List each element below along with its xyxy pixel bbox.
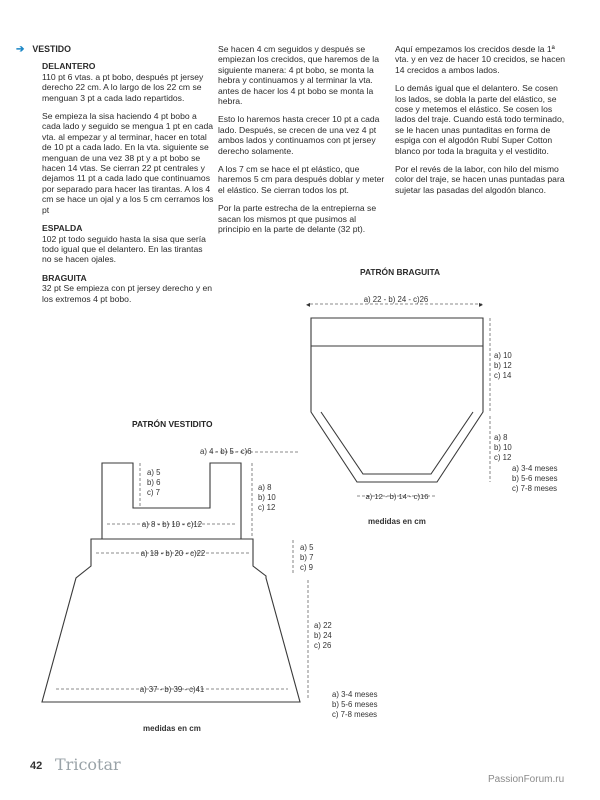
vestido-neck-width: a) 8 - b) 10 - c)12 <box>141 520 203 529</box>
leg-border <box>321 412 473 474</box>
vestido-strap-height-c: c) 7 <box>147 488 160 497</box>
braguita-size-a: a) 3-4 meses <box>512 464 558 473</box>
vestido-size-a: a) 3-4 meses <box>332 690 378 699</box>
vestido-skirt-b: b) 24 <box>314 631 332 640</box>
col3-text-1: Aquí empezamos los crecidos desde la 1ª vta. y en vez de hacer 10 crecidos, se hacen 14 crecidos a ambos lados. <box>395 44 566 75</box>
espalda-heading: ESPALDA <box>42 223 83 234</box>
vestido-strap-height-a: a) 5 <box>147 468 161 477</box>
vestido-size-b: b) 5-6 meses <box>332 700 378 709</box>
arrow-right-icon: ▸ <box>479 300 483 309</box>
vestido-bib-height-b: b) 10 <box>258 493 276 502</box>
section-title: ➔ VESTIDO <box>16 44 72 55</box>
braguita-units: medidas en cm <box>368 517 426 526</box>
col2-text-2: Esto lo haremos hasta crecer 10 pt a cada lado. Después, se crecen de una vez 4 pt ambos lados y continuamos con pt jersey derecho solamente. <box>218 114 380 156</box>
braguita-upper-a: a) 10 <box>494 351 512 360</box>
brand-logo: Tricotar <box>55 755 121 774</box>
vestido-bib-height-c: c) 12 <box>258 503 276 512</box>
vestido-strap-height-b: b) 6 <box>147 478 161 487</box>
col3-text-2: Lo demás igual que el delantero. Se cosen los lados, se dobla la parte del elástico, se cose y metemos el elástico. Se cosen los lados del traje. Cuando está todo terminado, se le hacen unas puntaditas en forma de espiga con el algodón Rubí Super Cotton blanco por toda la braguita y el vestidito. <box>395 83 565 156</box>
vestido-hem-width: a) 37 - b) 39 - c)41 <box>139 685 205 694</box>
braguita-lower-a: a) 8 <box>494 433 508 442</box>
col3-text-3: Por el revés de la labor, con hilo del mismo color del traje, se hacen unas puntadas para sujetar las pasadas del algodón blanco. <box>395 164 565 195</box>
vestido-bib-height-a: a) 8 <box>258 483 272 492</box>
braguita-lower-b: b) 10 <box>494 443 512 452</box>
vestido-skirt-c: c) 26 <box>314 641 332 650</box>
delantero-text-2: Se empieza la sisa haciendo 4 pt bobo a cada lado y seguido se mengua 1 pt en cada vta. al empezar y al terminar, hacer en total de 10 pt a cada lado. En la vta. siguiente se menguan de una vez 38 pt y a pt bobo se hacen 14 vtas. Se cierran 22 pt centrales y dejamos 11 pt a cada lado que continuamos por separado para hacer las tirantas. A los 4 cm se hace un ojal y a los 5 cm cerramos los pt <box>42 111 214 215</box>
col2-text-4: Por la parte estrecha de la entrepierna se sacan los mismos pt que pusimos al principio en la parte de delante (32 pt). <box>218 203 377 235</box>
braguita-text: 32 pt Se empieza con pt jersey derecho y en los extremos 4 pt bobo. <box>42 283 213 304</box>
delantero-text-1: 110 pt 6 vtas. a pt bobo, después pt jersey derecho 22 cm. A lo largo de los 22 cm se menguan 3 pt a cada lado repartidos. <box>42 71 204 103</box>
braguita-heading: BRAGUITA <box>42 272 87 283</box>
arrow-left-icon: ◂ <box>306 300 310 309</box>
espalda-text: 102 pt todo seguido hasta la sisa que sería todo igual que el delantero. En las tirantas no se hacen ojales. <box>42 233 206 265</box>
braguita-pattern-title: PATRÓN BRAGUITA <box>360 267 441 277</box>
vestido-armhole-b: b) 7 <box>300 553 314 562</box>
vestido-chest-width: a) 18 - b) 20 - c)22 <box>140 549 206 558</box>
col2-text-3: A los 7 cm se hace el pt elástico, que haremos 5 cm para después doblar y meter el elástico. Se cierran todos los pt. <box>218 164 385 195</box>
braguita-size-b: b) 5-6 meses <box>512 474 558 483</box>
vestido-armhole-a: a) 5 <box>300 543 314 552</box>
vestido-units: medidas en cm <box>143 724 201 733</box>
page-number: 42 <box>30 760 43 772</box>
vestido-skirt-a: a) 22 <box>314 621 332 630</box>
braguita-upper-c: c) 14 <box>494 371 512 380</box>
vestido-size-c: c) 7-8 meses <box>332 710 378 719</box>
braguita-lower-c: c) 12 <box>494 453 512 462</box>
braguita-outline <box>311 318 483 482</box>
braguita-top-width: a) 22 - b) 24 - c)26 <box>363 295 429 304</box>
vestido-armhole-c: c) 9 <box>300 563 313 572</box>
braguita-upper-b: b) 12 <box>494 361 512 370</box>
col2-text-1: Se hacen 4 cm seguidos y después se empiezan los crecidos, que haremos de la siguiente manera: 4 pt bobo, se monta la hebra y continuamos y al terminar la vta. antes de hacer los 4 pt bobo se monta la hebra. <box>218 44 379 107</box>
vestido-pattern-title: PATRÓN VESTIDITO <box>132 419 213 429</box>
braguita-bottom-width: a) 12 - b) 14 - c)16 <box>365 492 429 501</box>
delantero-heading: DELANTERO <box>42 61 96 72</box>
vestido-strap-width: a) 4 - b) 5 - c)6 <box>200 447 252 456</box>
arrow-icon: ➔ <box>16 44 25 55</box>
braguita-size-c: c) 7-8 meses <box>512 484 558 493</box>
watermark: PassionForum.ru <box>488 774 565 785</box>
